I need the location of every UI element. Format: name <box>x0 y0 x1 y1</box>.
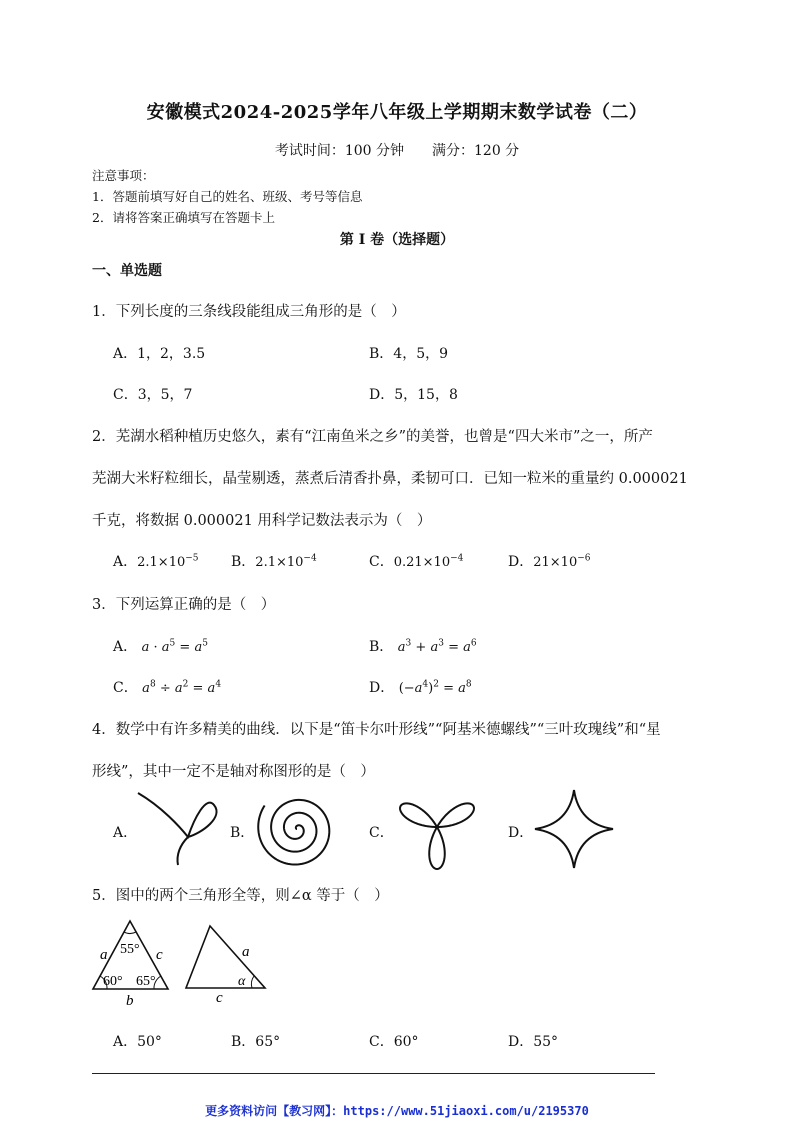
triangle-1-angle-top-arc <box>124 932 136 933</box>
q2-option-c-exp: −4 <box>450 553 464 564</box>
q3-d-exp-2: 2 <box>433 679 439 690</box>
three-leaf-rose-figure <box>392 787 482 873</box>
q3-d-eq: = <box>443 681 455 696</box>
q2-line-3: 千克，将数据 0.000021 用科学记数法表示为（ ） <box>92 513 432 529</box>
notes-heading: 注意事项： <box>92 168 155 183</box>
q3-d-exp-1: 4 <box>422 679 429 690</box>
q1-option-c: C．3，5，7 <box>113 387 193 403</box>
q3-a-var-3: a <box>194 640 203 655</box>
q5-option-a: A．50° <box>113 1034 162 1050</box>
q3-option-a <box>113 636 208 656</box>
triangle-2-angle-alpha: α <box>238 974 246 989</box>
triangle-1-angle-right: 65° <box>136 974 156 989</box>
note-item-2: 2．请将答案正确填写在答题卡上 <box>92 210 275 225</box>
triangle-2-side-a: a <box>242 944 250 960</box>
q2-line-1: 2．芜湖水稻种植历史悠久，素有“江南鱼米之乡”的美誉，也曾是“四大米市”之一，所产 <box>92 429 653 445</box>
note-item-1: 1．答题前填写好自己的姓名、班级、考号等信息 <box>92 189 363 204</box>
q3-c-var-1: a <box>142 681 150 696</box>
q4-option-d-label: D． <box>508 825 534 841</box>
q3-a-dot: · <box>153 640 158 655</box>
q3-c-exp-1: 8 <box>149 679 156 690</box>
q3-b-exp-3: 6 <box>470 638 477 649</box>
q3-d-close: ) <box>428 681 434 696</box>
part-title: 第 I 卷（选择题） <box>339 232 455 248</box>
q1-stem: 1．下列长度的三条线段能组成三角形的是（ ） <box>92 304 406 320</box>
q2-option-d-label: D． <box>508 554 534 570</box>
q3-a-eq: = <box>179 640 191 655</box>
q3-a-var-2: a <box>161 640 170 655</box>
q3-a-var-1: a <box>141 640 150 655</box>
q3-d-open: (− <box>398 681 415 696</box>
q4-line-1: 4．数学中有许多精美的曲线．以下是“笛卡尔叶形线”“阿基米德螺线”“三叶玫瑰线”和“星 <box>92 722 661 738</box>
triangle-1-side-a: a <box>100 947 108 963</box>
q2-option-d <box>508 551 591 571</box>
q3-b-op: + <box>415 640 427 655</box>
q1-option-a: A．1，2，3.5 <box>113 346 206 362</box>
q5-option-c: C．60° <box>369 1034 419 1050</box>
q4-line-2: 形线”，其中一定不是轴对称图形的是（ ） <box>92 764 375 780</box>
q3-b-eq: = <box>448 640 459 655</box>
q3-b-exp-2: 3 <box>438 638 444 649</box>
bottom-divider <box>92 1073 655 1074</box>
q2-option-b-exp: −4 <box>303 553 317 564</box>
q3-option-c <box>113 677 221 697</box>
exam-meta: 考试时间：100 分钟 满分：120 分 <box>274 143 520 159</box>
triangle-1-angle-left: 60° <box>103 974 123 989</box>
q3-b-var-2: a <box>430 640 439 655</box>
q3-b-exp-1: 3 <box>405 638 412 649</box>
triangle-1-figure <box>90 916 176 1008</box>
q3-option-d-label: D． <box>369 680 395 696</box>
triangle-1-side-b: b <box>126 993 134 1008</box>
exam-title: 安徽模式2024-2025学年八年级上学期期末数学试卷（二） <box>146 102 648 123</box>
triangle-1-side-c: c <box>156 947 163 963</box>
q2-option-a-label: A． <box>113 554 138 570</box>
q2-option-a-base: 2.1×10 <box>137 555 186 570</box>
q4-option-c-label: C． <box>369 825 394 841</box>
triangle-2-shape <box>186 926 265 988</box>
q1-option-b: B．4，5，9 <box>369 346 449 362</box>
archimedean-spiral-figure <box>254 786 340 872</box>
triangle-2-angle-arc <box>251 976 254 988</box>
q3-b-var-1: a <box>397 640 406 655</box>
q2-option-c-label: C． <box>369 554 394 570</box>
q2-option-a <box>113 551 199 571</box>
q3-option-b-label: B． <box>369 639 394 655</box>
q4-option-b-label: B． <box>230 825 255 841</box>
q5-option-d: D．55° <box>508 1034 559 1050</box>
q1-option-d: D．5，15，8 <box>369 387 458 403</box>
triangle-1-angle-top: 55° <box>120 942 140 957</box>
q5-option-b: B．65° <box>231 1034 281 1050</box>
q3-c-op: ÷ <box>159 681 171 696</box>
q3-c-exp-3: 4 <box>215 679 222 690</box>
astroid-figure <box>533 788 615 870</box>
q3-stem: 3．下列运算正确的是（ ） <box>92 597 276 613</box>
folium-of-descartes-figure <box>132 787 222 867</box>
q3-option-c-label: C． <box>113 680 138 696</box>
q2-option-c <box>369 551 463 571</box>
q3-d-var-3: a <box>458 681 466 696</box>
q2-option-a-exp: −5 <box>185 553 199 564</box>
q3-d-var-1: a <box>414 681 423 696</box>
triangle-2-side-c: c <box>216 990 223 1006</box>
q3-c-var-2: a <box>174 681 183 696</box>
q3-b-var-3: a <box>463 640 471 655</box>
q3-a-exp-3: 5 <box>202 638 208 649</box>
q2-option-b-label: B． <box>231 554 256 570</box>
q3-option-d <box>369 677 472 697</box>
q5-stem: 5．图中的两个三角形全等，则∠α 等于（ ） <box>92 888 389 904</box>
q2-option-d-base: 21×10 <box>533 555 578 570</box>
q2-option-d-exp: −6 <box>577 553 591 564</box>
q2-option-b-base: 2.1×10 <box>255 555 304 570</box>
q2-line-2: 芜湖大米籽粒细长，晶莹剔透，蒸煮后清香扑鼻，柔韧可口．已知一粒米的重量约 0.000021 <box>92 471 688 487</box>
q3-d-exp-3: 8 <box>465 679 472 690</box>
q3-option-a-label: A． <box>113 639 138 655</box>
q3-c-exp-2: 2 <box>182 679 189 690</box>
q3-c-eq: = <box>192 681 204 696</box>
q3-a-exp-2: 5 <box>169 638 176 649</box>
section-title: 一、单选题 <box>92 263 162 279</box>
q2-option-c-base: 0.21×10 <box>393 555 451 570</box>
triangle-2-figure <box>182 918 272 1006</box>
footer-link[interactable]: 更多资料访问【教习网】：https://www.51jiaoxi.com/u/2195370 <box>205 1104 589 1118</box>
q2-option-b <box>231 551 317 571</box>
q3-option-b <box>369 636 477 656</box>
q4-option-a-label: A． <box>113 825 138 841</box>
q3-c-var-3: a <box>207 681 216 696</box>
